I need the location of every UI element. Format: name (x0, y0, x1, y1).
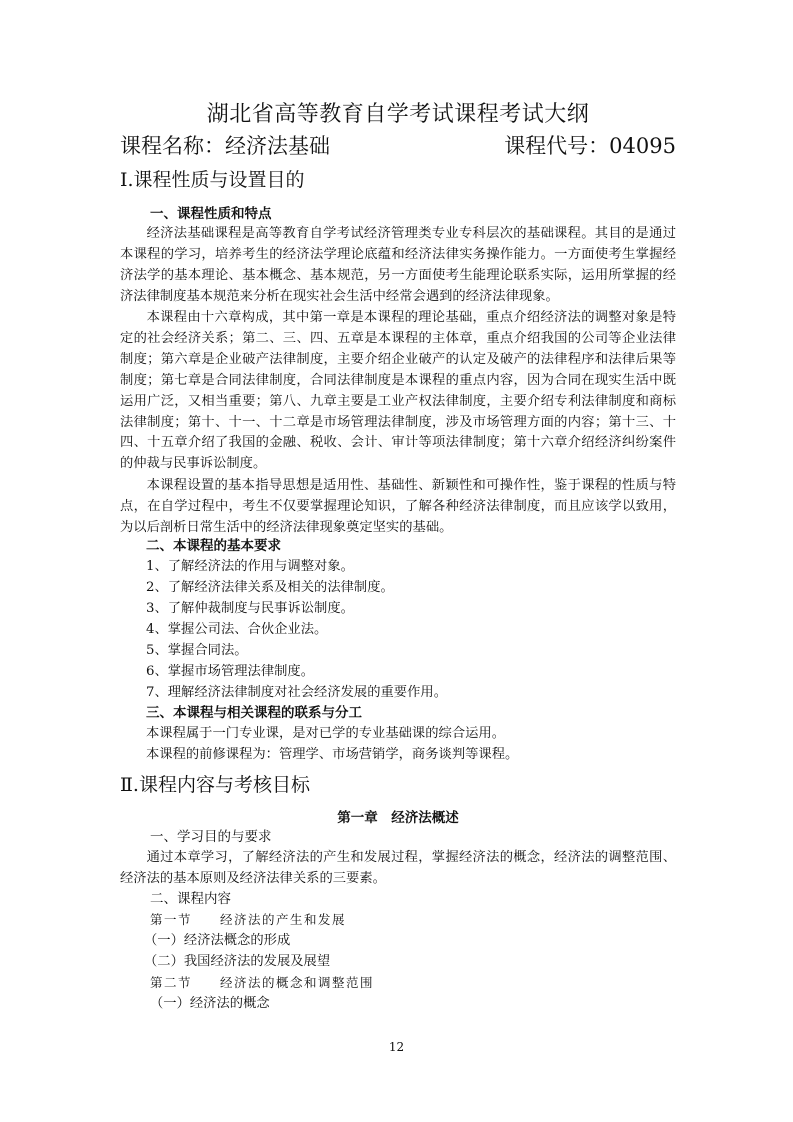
document-title: 湖北省高等教育自学考试课程考试大纲 (206, 102, 590, 127)
course-name: 课程名称：经济法基础 (120, 134, 330, 158)
paragraph: 通过本章学习，了解经济法的产生和发展过程，掌握经济法的概念，经济法的调整范围、经济法的基本原则及经济法律关系的三要素。 (120, 850, 676, 886)
list-item: 4、掌握公司法、合伙企业法。 (146, 622, 328, 637)
part2-title: Ⅱ.课程内容与考核目标 (120, 774, 310, 796)
list-item: 6、掌握市场管理法律制度。 (146, 664, 315, 679)
section-heading: 二、本课程的基本要求 (146, 538, 281, 554)
subsection-title: 第一节 经济法的产生和发展 (150, 912, 347, 927)
text-line: 本课程属于一门专业课，是对已学的专业基础课的综合运用。 (146, 726, 506, 741)
list-item: 1、了解经济法的作用与调整对象。 (146, 559, 354, 574)
list-item: 3、了解仲裁制度与民事诉讼制度。 (146, 601, 354, 616)
list-item: （二）我国经济法的发展及展望 (144, 954, 331, 969)
section-heading: 一、学习目的与要求 (150, 829, 272, 845)
page-number: 12 (388, 1040, 405, 1054)
section-heading: 二、课程内容 (150, 891, 231, 907)
text-line: 本课程的前修课程为：管理学、市场营销学，商务谈判等课程。 (146, 747, 519, 762)
paragraph: 本课程设置的基本指导思想是适用性、基础性、新颖性和可操作性，鉴于课程的性质与特点，在自学过程中，考生不仅要掌握理论知识，了解各种经济法律制度，而且应该学以致用，为以后剖析日常生活中的经济法律现象奠定坚实的基础。 (120, 478, 676, 535)
section-heading: 三、本课程与相关课程的联系与分工 (146, 705, 362, 721)
list-item: （一）经济法概念的形成 (144, 933, 291, 948)
list-item: 5、掌握合同法。 (146, 643, 248, 658)
course-info-line (120, 132, 676, 160)
list-item: （一）经济法的概念 (150, 996, 270, 1011)
course-code: 课程代号：04095 (504, 134, 676, 158)
section-heading: 一、课程性质和特点 (150, 206, 272, 222)
list-item: 7、理解经济法律制度对社会经济发展的重要作用。 (146, 685, 447, 700)
part1-title: Ⅰ.课程性质与设置目的 (120, 169, 305, 191)
paragraph: 经济法基础课程是高等教育自学考试经济管理类专业专科层次的基础课程。其目的是通过本课程的学习，培养考生的经济法学理论底蕴和经济法律实务操作能力。一方面使考生掌握经济法学的基本理论、基本概念、基本规范，另一方面使考生能理论联系实际，运用所掌握的经济法律制度基本规范来分析在现实社会生活中经常会遇到的经济法律现象。 (120, 226, 676, 304)
subsection-title: 第二节 经济法的概念和调整范围 (150, 975, 375, 990)
list-item: 2、了解经济法律关系及相关的法律制度。 (146, 580, 394, 595)
chapter-title: 第一章 经济法概述 (337, 810, 459, 826)
paragraph: 本课程由十六章构成，其中第一章是本课程的理论基础，重点介绍经济法的调整对象是特定的社会经济关系；第二、三、四、五章是本课程的主体章，重点介绍我国的公司等企业法律制度；第六章是企业破产法律制度，主要介绍企业破产的认定及破产的法律程序和法律后果等制度；第七章是合同法律制度，合同法律制度是本课程的重点内容，因为合同在现实生活中既运用广泛，又相当重要；第八、九章主要是工业产权法律制度，主要介绍专利法律制度和商标法律制度；第十、十一、十二章是市场管理法律制度，涉及市场管理方面的内容；第十三、十四、十五章介绍了我国的金融、税收、会计、审计等项法律制度；第十六章介绍经济纠纷案件的仲裁与民事诉讼制度。 (120, 310, 676, 472)
